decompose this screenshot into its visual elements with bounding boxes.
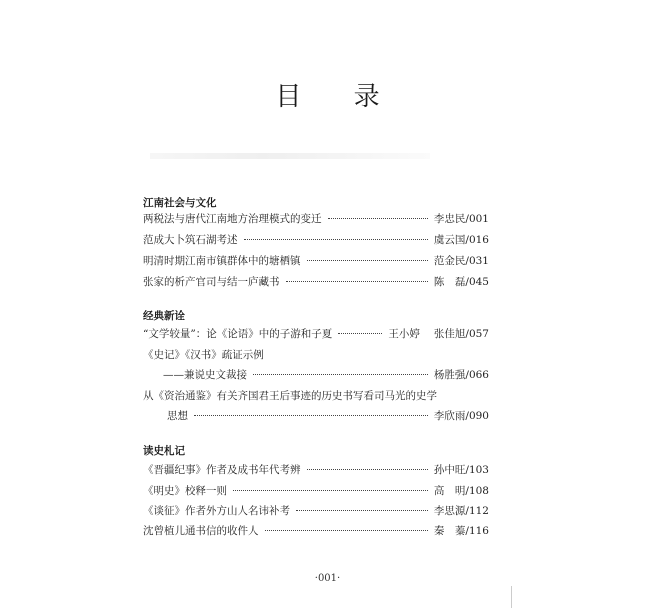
toc-entry[interactable] — [143, 483, 489, 499]
page-title: 目 录 — [275, 82, 402, 112]
toc-entry[interactable] — [143, 274, 489, 290]
toc-entry[interactable] — [143, 388, 489, 404]
toc-entry[interactable] — [143, 347, 489, 363]
page-number: ·001· — [314, 573, 341, 584]
entry-author-page: 李忠民/001 — [433, 213, 489, 225]
entry-author-page: 虞云国/016 — [433, 234, 489, 246]
dot-leader — [244, 239, 428, 240]
section-heading: 读史札记 — [143, 445, 185, 457]
section-heading: 江南社会与文化 — [143, 197, 217, 209]
dot-leader — [233, 490, 428, 491]
toc-entry[interactable] — [143, 232, 489, 248]
entry-inline-author: 王小婷 — [388, 328, 420, 340]
entry-author-page: 孙中旺/103 — [433, 464, 489, 476]
entry-author-page: 秦 蓁/116 — [433, 525, 489, 537]
dot-leader — [265, 530, 428, 531]
entry-title-continuation: 思想 — [167, 410, 188, 422]
toc-entry[interactable] — [143, 503, 489, 519]
toc-entry[interactable] — [143, 462, 489, 478]
entry-title: 明清时期江南市镇群体中的塘栖镇 — [143, 255, 301, 267]
entry-author-page: 范金民/031 — [433, 255, 489, 267]
toc-entry-continuation[interactable] — [143, 408, 489, 424]
entry-author-page: 张佳旭/057 — [433, 328, 489, 340]
dot-leader — [338, 333, 382, 334]
entry-title: 两税法与唐代江南地方治理模式的变迁 — [143, 213, 322, 225]
entry-title: 《晋疆纪事》作者及成书年代考辨 — [143, 464, 301, 476]
entry-title: 《史记》《汉书》疏证示例 — [143, 349, 264, 361]
dot-leader — [307, 260, 428, 261]
entry-author-page: 李思源/112 — [433, 505, 489, 517]
entry-author-page: 杨胜强/066 — [433, 369, 489, 381]
dot-leader — [253, 374, 428, 375]
entry-title: “文学较量”：论《论语》中的子游和子夏 — [143, 328, 333, 340]
entry-author-page: 陈 磊/045 — [433, 276, 489, 288]
toc-entry[interactable] — [143, 326, 489, 342]
dot-leader — [296, 510, 428, 511]
entry-title: 沈曾植儿通书信的收件人 — [143, 525, 259, 537]
dot-leader — [286, 281, 428, 282]
entry-author-page: 高 明/108 — [433, 485, 489, 497]
dot-leader — [194, 415, 428, 416]
toc-entry[interactable] — [143, 523, 489, 539]
entry-author-page: 李欣雨/090 — [433, 410, 489, 422]
section-heading: 经典新诠 — [143, 310, 185, 322]
entry-subtitle: ——兼说史文裁接 — [163, 369, 247, 381]
entry-title: 《明史》校释一则 — [143, 485, 227, 497]
toc-entry-subtitle[interactable] — [143, 367, 489, 383]
entry-title: 张家的析产官司与结一庐藏书 — [143, 276, 280, 288]
entry-title: 《谈征》作者外方山人名讳补考 — [143, 505, 290, 517]
toc-entry[interactable] — [143, 253, 489, 269]
entry-title: 范成大卜筑石湖考述 — [143, 234, 238, 246]
entry-title: 从《资治通鉴》有关齐国君王后事迹的历史书写看司马光的史学 — [143, 390, 437, 402]
scan-smudge — [150, 153, 430, 159]
dot-leader — [307, 469, 428, 470]
scan-edge-mark — [511, 586, 516, 608]
toc-entry[interactable] — [143, 211, 489, 227]
dot-leader — [328, 218, 428, 219]
